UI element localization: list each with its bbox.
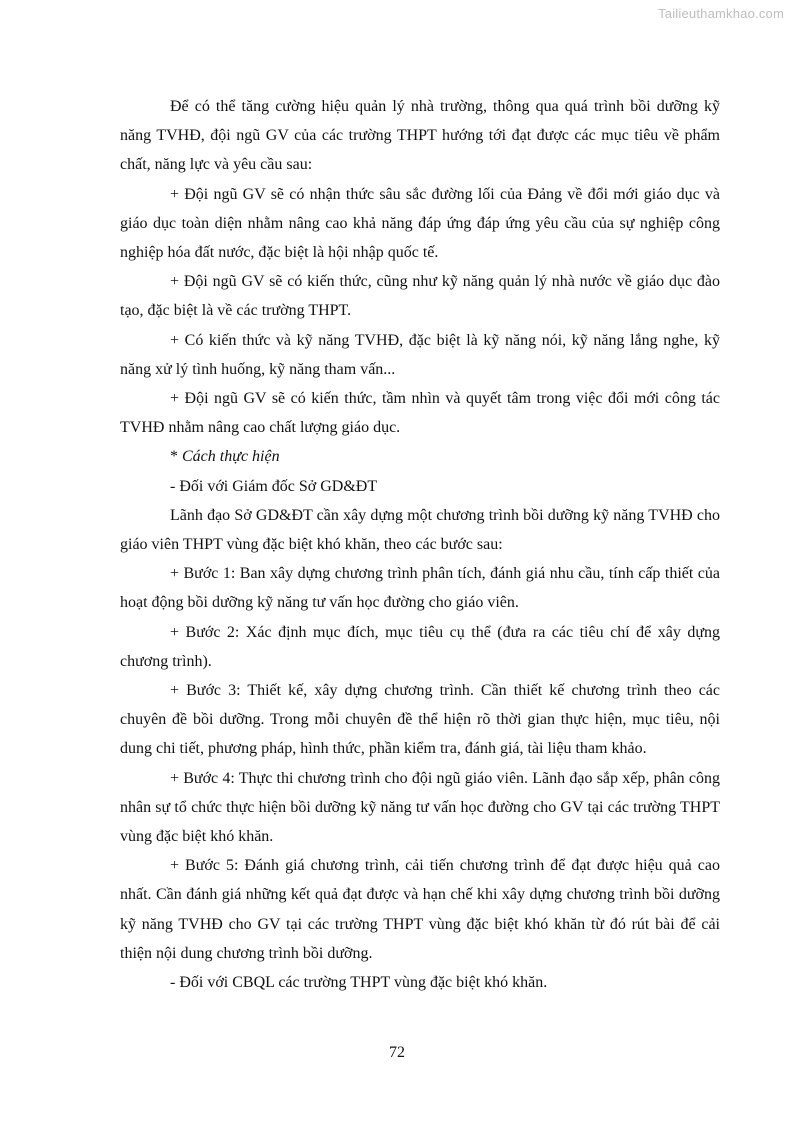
paragraph-bullet-awareness: + Đội ngũ GV sẽ có nhận thức sâu sắc đường lối của Đảng về đổi mới giáo dục và giáo dục toàn diện nhằm nâng cao khả năng đáp ứng đáp ứng yêu cầu của sự nghiệp công nghiệp hóa đất nước, đặc biệt là hội nhập quốc tế.	[120, 185, 720, 262]
paragraph-cbql-heading: - Đối với CBQL các trường THPT vùng đặc biệt khó khăn.	[170, 974, 548, 992]
paragraph-implementation-heading	[120, 442, 720, 471]
paragraph-step-4: + Bước 4: Thực thi chương trình cho đội ngũ giáo viên. Lãnh đạo sắp xếp, phân công nhân sự tổ chức thực hiện bồi dưỡng kỹ năng tư vấn học đường cho GV tại các trường THPT vùng đặc biệt khó khăn.	[120, 769, 720, 846]
paragraph-leadership: Lãnh đạo Sở GD&ĐT cần xây dựng một chương trình bồi dưỡng kỹ năng TVHĐ cho giáo viên THPT vùng đặc biệt khó khăn, theo các bước sau:	[120, 506, 720, 554]
paragraph-step-5: + Bước 5: Đánh giá chương trình, cải tiến chương trình để đạt được hiệu quả cao nhất. Cần đánh giá những kết quả đạt được và hạn chế khi xây dựng chương trình bồi dưỡng kỹ năng TVHĐ cho GV tại các trường THPT vùng đặc biệt khó khăn từ đó rút bài để cải thiện nội dung chương trình bồi dưỡng.	[120, 857, 720, 962]
paragraph-bullet-knowledge: + Đội ngũ GV sẽ có kiến thức, cũng như kỹ năng quản lý nhà nước về giáo dục đào tạo, đặc biệt là về các trường THPT.	[120, 273, 720, 320]
heading-prefix: *	[170, 448, 182, 466]
paragraph-step-2: + Bước 2: Xác định mục đích, mục tiêu cụ thể (đưa ra các tiêu chí để xây dựng chương trình).	[120, 623, 720, 670]
paragraph-bullet-skills: + Có kiến thức và kỹ năng TVHĐ, đặc biệt là kỹ năng nói, kỹ năng lắng nghe, kỹ năng xử lý tình huống, kỹ năng tham vấn...	[120, 331, 720, 378]
paragraph-bullet-vision: + Đội ngũ GV sẽ có kiến thức, tầm nhìn và quyết tâm trong việc đổi mới công tác TVHĐ nhằm nâng cao chất lượng giáo dục.	[120, 390, 720, 437]
page-number: 72	[389, 1044, 405, 1061]
paragraph-director-heading: - Đối với Giám đốc Sở GD&ĐT	[170, 477, 378, 495]
watermark: Tailieuthamkhao.com	[658, 6, 784, 21]
paragraph-intro: Để có thể tăng cường hiệu quản lý nhà trường, thông qua quá trình bồi dưỡng kỹ năng TVHĐ, đội ngũ GV của các trường THPT hướng tới đạt được các mục tiêu về phẩm chất, năng lực và yêu cầu sau:	[120, 98, 720, 174]
paragraph-step-1: + Bước 1: Ban xây dựng chương trình phân tích, đánh giá nhu cầu, tính cấp thiết của hoạt động bồi dưỡng kỹ năng tư vấn học đường cho giáo viên.	[120, 565, 720, 612]
document-body	[120, 92, 720, 997]
implementation-heading: Cách thực hiện	[182, 448, 280, 466]
paragraph-step-3: + Bước 3: Thiết kế, xây dựng chương trình. Cần thiết kế chương trình theo các chuyên đề bồi dưỡng. Trong mỗi chuyên đề thể hiện rõ thời gian thực hiện, mục tiêu, nội dung chi tiết, phương pháp, hình thức, phần kiểm tra, đánh giá, tài liệu tham khảo.	[120, 682, 720, 758]
